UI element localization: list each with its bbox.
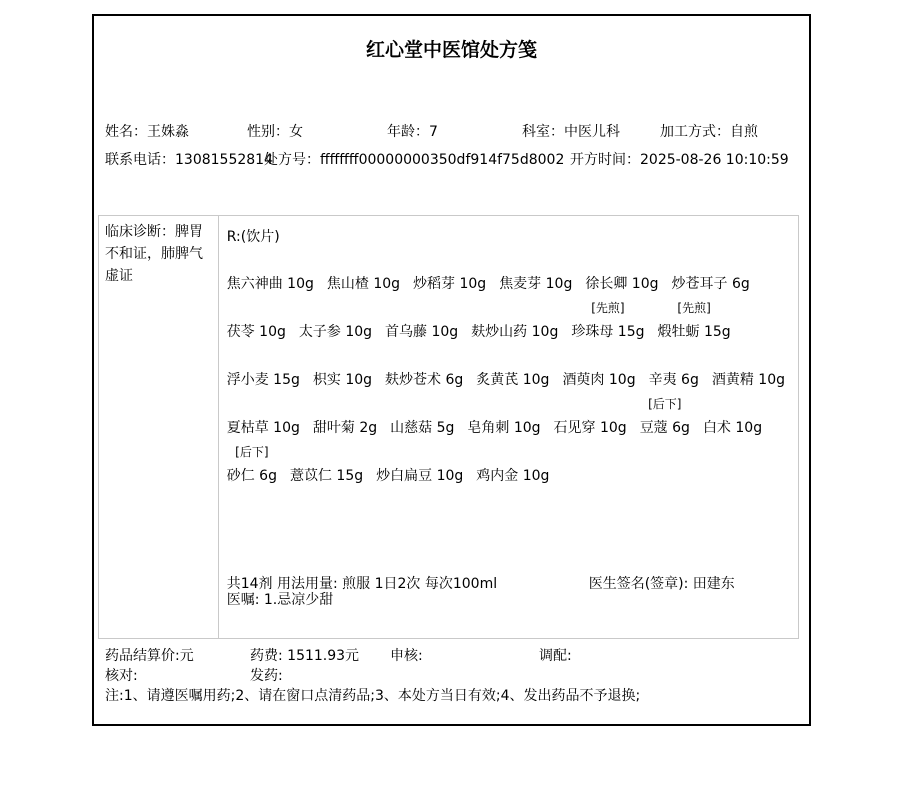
- patient-name: [105, 122, 189, 142]
- medicine-name-dose: [227, 463, 277, 489]
- medicine-name-dose: [562, 367, 635, 393]
- medicine-item: [585, 249, 658, 297]
- patient-age: [387, 122, 438, 142]
- medicine-dose: 10g: [522, 468, 550, 484]
- check-field: 核对:: [105, 668, 138, 684]
- medicine-name-dose: [471, 319, 558, 345]
- processing-method: [660, 122, 758, 142]
- decoction-method-tag: [476, 345, 549, 367]
- decoction-method-tag: [390, 393, 454, 415]
- medicine-list: [227, 249, 798, 489]
- medicine-dose: 10g: [513, 420, 541, 436]
- diagnosis-value: 脾胃不和证，肺脾气虚证: [105, 224, 203, 284]
- decoction-method-tag: [467, 393, 540, 415]
- dispense-field: 发药:: [250, 668, 283, 684]
- medicine-name: 皂角刺: [467, 420, 510, 436]
- medicine-name-dose: [227, 367, 300, 393]
- rx-header: R:(饮片): [226, 229, 280, 245]
- dispense-prep-field: 调配:: [539, 648, 572, 664]
- medicine-item: [376, 441, 463, 489]
- decoction-method-tag: [672, 249, 750, 271]
- medicine-item: [327, 249, 400, 297]
- medicine-dose: 6g: [731, 276, 750, 292]
- patient-name-label: 姓名：: [105, 124, 147, 140]
- decoction-method-tag: [585, 249, 658, 271]
- medical-advice: 医嘱: 1.忌凉少甜: [226, 592, 334, 608]
- decoction-method-tag: [499, 249, 572, 271]
- contact-phone-value: 13081552814: [175, 152, 273, 168]
- footer-note: 注:1、请遵医嘱用药;2、请在窗口点清药品;3、本处方当日有效;4、发出药品不予退换;: [105, 688, 641, 704]
- contact-phone-label: 联系电话：: [105, 152, 175, 168]
- medicine-dose: 10g: [758, 372, 785, 388]
- medicine-name-dose: [467, 415, 540, 441]
- medicine-name: 焦麦芽: [499, 276, 542, 292]
- patient-age-value: 7: [429, 124, 438, 140]
- contact-phone: [105, 150, 273, 170]
- diagnosis-label: 临床诊断：: [105, 224, 175, 240]
- prescription-time-label: 开方时间：: [570, 152, 640, 168]
- medicine-name: 太子参: [298, 324, 341, 340]
- processing-method-value: 自煎: [730, 124, 758, 140]
- medicine-dose: 10g: [608, 372, 636, 388]
- medicine-name-dose: [476, 463, 549, 489]
- medicine-dose: 5g: [436, 420, 455, 436]
- medicine-dose: 15g: [336, 468, 364, 484]
- medicine-name-dose: [227, 271, 314, 297]
- medicine-name: 砂仁: [226, 468, 255, 484]
- decoction-method-tag: [385, 297, 458, 319]
- prescription-time: [570, 150, 789, 170]
- medicine-name: 炙黄芪: [476, 372, 519, 388]
- medicine-dose: 15g: [273, 372, 300, 388]
- decoction-method-tag: [554, 393, 627, 415]
- medicine-item: [467, 393, 540, 441]
- medicine-name-dose: [658, 319, 731, 345]
- medicine-name: 麸炒苍术: [385, 372, 442, 388]
- medicine-item: [385, 345, 463, 393]
- medicine-name-dose: [554, 415, 627, 441]
- medicine-dose: 10g: [459, 276, 487, 292]
- medicine-name: 焦六神曲: [226, 276, 283, 292]
- medicine-dose: 6g: [681, 372, 699, 388]
- decoction-method-tag: [327, 249, 400, 271]
- medicine-name-dose: [585, 271, 658, 297]
- decoction-method-tag: [562, 345, 635, 367]
- medicine-item: [703, 393, 762, 441]
- medicine-dose: 10g: [345, 324, 373, 340]
- medicine-row: [227, 441, 798, 489]
- department-value: 中医儿科: [564, 124, 620, 140]
- medicine-dose: 10g: [373, 276, 401, 292]
- decoction-method-tag: [290, 441, 363, 463]
- prescription-number: [264, 150, 564, 170]
- decoction-method-tag: [后下]: [235, 445, 269, 459]
- decoction-method-tag: [712, 345, 785, 367]
- medicine-item: [571, 297, 644, 345]
- review-field: 申核:: [390, 648, 423, 664]
- decoction-method-tag: [649, 345, 699, 367]
- medicine-name-dose: [499, 271, 572, 297]
- patient-info-row2: [94, 150, 809, 170]
- department: [522, 122, 620, 142]
- medicine-name: 枳实: [312, 372, 341, 388]
- decoction-method-tag: [227, 297, 286, 319]
- medicine-item: [672, 249, 750, 297]
- medicine-item: [290, 441, 363, 489]
- dosage-instructions: 共14剂 用法用量: 煎服 1日2次 每次100ml: [226, 576, 498, 592]
- medicine-item: [499, 249, 572, 297]
- medicine-name: 白术: [702, 420, 731, 436]
- medicine-name-dose: [571, 319, 644, 345]
- medicine-name: 徐长卿: [585, 276, 628, 292]
- decoction-method-tag: [227, 393, 300, 415]
- patient-age-label: 年龄：: [387, 124, 429, 140]
- footer-row1: [94, 646, 809, 666]
- medicine-name: 炒苍耳子: [671, 276, 728, 292]
- processing-method-label: 加工方式：: [660, 124, 730, 140]
- decoction-method-tag: [313, 345, 372, 367]
- medicine-name-dose: [385, 319, 458, 345]
- medicine-row: [227, 297, 798, 345]
- medicine-name: 夏枯草: [226, 420, 269, 436]
- decoction-method-tag: [先煎]: [677, 301, 711, 315]
- medicine-item: [413, 249, 486, 297]
- medicine-dose: 6g: [672, 420, 690, 436]
- medicine-name-dose: [376, 463, 463, 489]
- prescription-page: [92, 14, 811, 726]
- medicine-name-dose: [640, 415, 690, 441]
- medicine-name-dose: [703, 415, 762, 441]
- medicine-name-dose: [299, 319, 372, 345]
- decoction-method-tag: [471, 297, 558, 319]
- medicine-dose: 6g: [445, 372, 464, 388]
- medicine-dose: 10g: [735, 420, 763, 436]
- prescription-time-value: 2025-08-26 10:10:59: [640, 152, 789, 168]
- medicine-name: 酒萸肉: [562, 372, 605, 388]
- medicine-name-dose: [327, 271, 400, 297]
- medicine-item: [227, 249, 314, 297]
- medicine-name-dose: [313, 415, 377, 441]
- medicine-dose: 10g: [531, 324, 559, 340]
- decoction-method-tag: [376, 441, 463, 463]
- medicine-item: [227, 393, 300, 441]
- department-label: 科室：: [522, 124, 564, 140]
- medicine-name: 浮小麦: [226, 372, 269, 388]
- rx-panel: [219, 216, 798, 638]
- medicine-name-dose: [413, 271, 486, 297]
- medicine-name-dose: [290, 463, 363, 489]
- decoction-method-tag: [313, 393, 377, 415]
- medicine-item: [712, 345, 785, 393]
- usage-block: [227, 576, 794, 608]
- prescription-number-value: ffffffff00000000350df914f75d8002: [320, 152, 565, 168]
- medicine-item: [640, 393, 690, 441]
- medicine-name-dose: [476, 367, 549, 393]
- medicine-name-dose: [227, 319, 286, 345]
- patient-info-row1: [94, 122, 809, 142]
- patient-name-value: 王姝淼: [147, 124, 189, 140]
- medicine-item: [476, 441, 549, 489]
- medicine-item: [227, 297, 286, 345]
- medicine-name: 甜叶菊: [312, 420, 355, 436]
- medicine-name-dose: [712, 367, 785, 393]
- medicine-dose: 10g: [522, 372, 550, 388]
- medicine-dose: 2g: [359, 420, 378, 436]
- medicine-dose: 10g: [631, 276, 659, 292]
- medicine-item: [476, 345, 549, 393]
- medicine-name: 炒稻芽: [413, 276, 456, 292]
- diagnosis-panel: [99, 216, 219, 638]
- medicine-fee: 药费: 1511.93元: [250, 648, 360, 664]
- settlement-price: 药品结算价:元: [105, 648, 194, 664]
- usage-row: [227, 576, 794, 592]
- medicine-dose: 10g: [259, 324, 286, 340]
- medicine-name: 首乌藤: [385, 324, 428, 340]
- decoction-method-tag: [476, 441, 549, 463]
- medicine-dose: 15g: [703, 324, 731, 340]
- medicine-name: 茯苓: [226, 324, 255, 340]
- decoction-method-tag: [385, 345, 463, 367]
- medicine-dose: 10g: [431, 324, 459, 340]
- patient-gender-label: 性别：: [247, 124, 289, 140]
- medicine-item: [385, 297, 458, 345]
- page-title: 红心堂中医馆处方笺: [365, 39, 537, 61]
- medicine-name: 煅牡蛎: [657, 324, 700, 340]
- medicine-item: [299, 297, 372, 345]
- medicine-name: 酒黄精: [711, 372, 754, 388]
- medicine-dose: 10g: [545, 276, 573, 292]
- medicine-dose: 10g: [436, 468, 464, 484]
- medicine-dose: 15g: [617, 324, 645, 340]
- decoction-method-tag: [227, 249, 314, 271]
- medicine-name: 豆蔻: [639, 420, 668, 436]
- medicine-name-dose: [390, 415, 454, 441]
- decoction-method-tag: [299, 297, 372, 319]
- medicine-item: [227, 441, 277, 489]
- medicine-item: [554, 393, 627, 441]
- medicine-name: 珍珠母: [571, 324, 614, 340]
- medicine-row: [227, 345, 798, 393]
- medicine-name: 鸡内金: [476, 468, 519, 484]
- medicine-name: 薏苡仁: [289, 468, 332, 484]
- medicine-name-dose: [649, 367, 699, 393]
- medicine-name: 麸炒山药: [471, 324, 528, 340]
- medicine-dose: 6g: [259, 468, 277, 484]
- medicine-name-dose: [385, 367, 463, 393]
- medicine-row: [227, 393, 798, 441]
- decoction-method-tag: [413, 249, 486, 271]
- patient-gender: [247, 122, 303, 142]
- medicine-name: 焦山楂: [326, 276, 369, 292]
- medicine-name: 山慈菇: [390, 420, 433, 436]
- medicine-item: [313, 345, 372, 393]
- medicine-item: [658, 297, 731, 345]
- medicine-name-dose: [227, 415, 300, 441]
- prescription-box: [98, 215, 799, 639]
- medicine-item: [471, 297, 558, 345]
- patient-gender-value: 女: [289, 124, 303, 140]
- medicine-dose: 10g: [599, 420, 627, 436]
- footer-row2: [94, 666, 809, 686]
- medicine-row: [227, 249, 798, 297]
- medicine-name: 辛夷: [648, 372, 677, 388]
- medicine-name-dose: [672, 271, 750, 297]
- decoction-method-tag: [先煎]: [591, 301, 625, 315]
- decoction-method-tag: [703, 393, 762, 415]
- decoction-method-tag: [227, 345, 300, 367]
- medicine-dose: 10g: [287, 276, 314, 292]
- medicine-dose: 10g: [345, 372, 373, 388]
- medicine-item: [390, 393, 454, 441]
- medicine-name: 石见穿: [553, 420, 596, 436]
- prescription-number-label: 处方号：: [264, 152, 320, 168]
- decoction-method-tag: [后下]: [648, 397, 682, 411]
- medicine-item: [313, 393, 377, 441]
- medicine-item: [562, 345, 635, 393]
- medicine-dose: 10g: [273, 420, 300, 436]
- medicine-item: [227, 345, 300, 393]
- medicine-item: [649, 345, 699, 393]
- medicine-name: 炒白扁豆: [376, 468, 433, 484]
- medicine-name-dose: [313, 367, 372, 393]
- doctor-signature: 医生签名(签章): 田建东: [588, 576, 735, 592]
